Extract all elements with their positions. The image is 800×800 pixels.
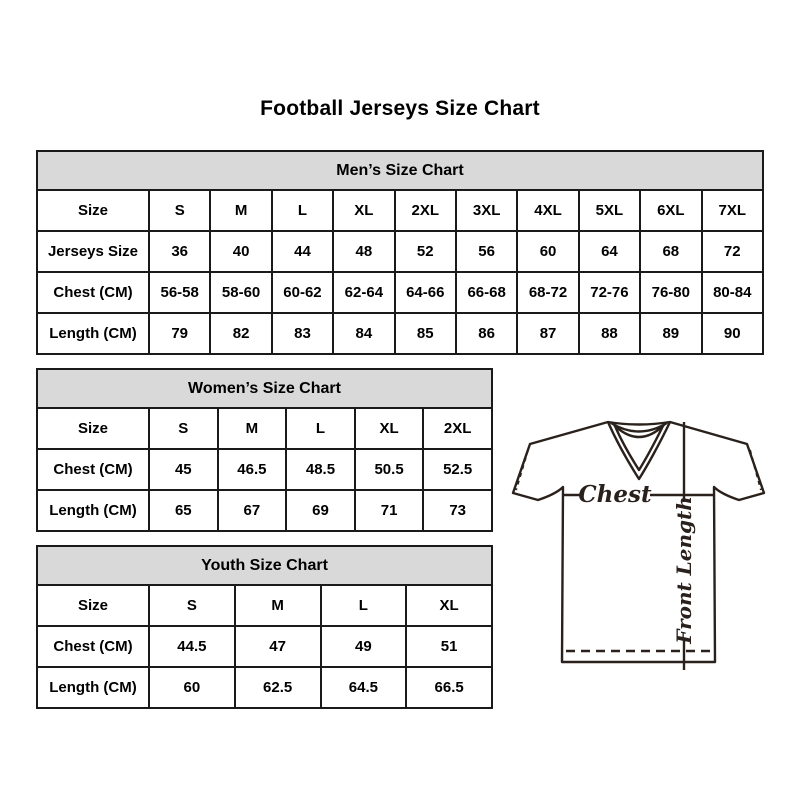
value-cell: 40 bbox=[210, 231, 271, 272]
value-cell: 52 bbox=[395, 231, 456, 272]
value-cell: 64 bbox=[579, 231, 640, 272]
value-cell: M bbox=[218, 408, 287, 449]
womens-size-table bbox=[36, 368, 493, 532]
table-row bbox=[37, 667, 492, 708]
womens-table-title: Women’s Size Chart bbox=[37, 369, 492, 408]
table-row bbox=[37, 626, 492, 667]
value-cell: 4XL bbox=[517, 190, 578, 231]
value-cell: 5XL bbox=[579, 190, 640, 231]
jersey-diagram bbox=[500, 400, 780, 680]
value-cell: 3XL bbox=[456, 190, 517, 231]
value-cell: 72 bbox=[702, 231, 763, 272]
table-body bbox=[37, 585, 492, 708]
row-header-cell: Size bbox=[37, 408, 149, 449]
jersey-outline bbox=[513, 422, 764, 662]
value-cell: 47 bbox=[235, 626, 321, 667]
value-cell: L bbox=[272, 190, 333, 231]
value-cell: 72-76 bbox=[579, 272, 640, 313]
value-cell: 7XL bbox=[702, 190, 763, 231]
value-cell: 48 bbox=[333, 231, 394, 272]
value-cell: 65 bbox=[149, 490, 218, 531]
row-header-cell: Chest (CM) bbox=[37, 272, 149, 313]
value-cell: 62.5 bbox=[235, 667, 321, 708]
youth-table-title: Youth Size Chart bbox=[37, 546, 492, 585]
value-cell: XL bbox=[333, 190, 394, 231]
value-cell: 56 bbox=[456, 231, 517, 272]
value-cell: 69 bbox=[286, 490, 355, 531]
value-cell: 50.5 bbox=[355, 449, 424, 490]
row-header-cell: Chest (CM) bbox=[37, 449, 149, 490]
page-title: Football Jerseys Size Chart bbox=[260, 97, 540, 120]
value-cell: 71 bbox=[355, 490, 424, 531]
row-header-cell: Chest (CM) bbox=[37, 626, 149, 667]
table-row bbox=[37, 490, 492, 531]
table-row bbox=[37, 190, 763, 231]
value-cell: 2XL bbox=[395, 190, 456, 231]
value-cell: S bbox=[149, 408, 218, 449]
value-cell: 49 bbox=[321, 626, 407, 667]
value-cell: 80-84 bbox=[702, 272, 763, 313]
table-body bbox=[37, 190, 763, 354]
row-header-cell: Size bbox=[37, 190, 149, 231]
value-cell: 68 bbox=[640, 231, 701, 272]
table-body bbox=[37, 408, 492, 531]
value-cell: 60-62 bbox=[272, 272, 333, 313]
value-cell: 84 bbox=[333, 313, 394, 354]
value-cell: 56-58 bbox=[149, 272, 210, 313]
value-cell: M bbox=[210, 190, 271, 231]
row-header-cell: Size bbox=[37, 585, 149, 626]
value-cell: 68-72 bbox=[517, 272, 578, 313]
value-cell: 60 bbox=[149, 667, 235, 708]
value-cell: 46.5 bbox=[218, 449, 287, 490]
table-title-row bbox=[37, 546, 492, 585]
value-cell: 58-60 bbox=[210, 272, 271, 313]
value-cell: 62-64 bbox=[333, 272, 394, 313]
value-cell: M bbox=[235, 585, 321, 626]
table-title-row bbox=[37, 151, 763, 190]
table-row bbox=[37, 231, 763, 272]
value-cell: 79 bbox=[149, 313, 210, 354]
value-cell: 44.5 bbox=[149, 626, 235, 667]
value-cell: 82 bbox=[210, 313, 271, 354]
value-cell: 86 bbox=[456, 313, 517, 354]
value-cell: 64.5 bbox=[321, 667, 407, 708]
row-header-cell: Length (CM) bbox=[37, 490, 149, 531]
value-cell: 2XL bbox=[423, 408, 492, 449]
value-cell: L bbox=[286, 408, 355, 449]
value-cell: 83 bbox=[272, 313, 333, 354]
value-cell: 51 bbox=[406, 626, 492, 667]
value-cell: 66.5 bbox=[406, 667, 492, 708]
table-row bbox=[37, 449, 492, 490]
value-cell: 6XL bbox=[640, 190, 701, 231]
value-cell: 90 bbox=[702, 313, 763, 354]
value-cell: S bbox=[149, 585, 235, 626]
value-cell: 88 bbox=[579, 313, 640, 354]
mens-table-title: Men’s Size Chart bbox=[37, 151, 763, 190]
row-header-cell: Length (CM) bbox=[37, 667, 149, 708]
table-row bbox=[37, 272, 763, 313]
youth-size-table bbox=[36, 545, 493, 709]
row-header-cell: Length (CM) bbox=[37, 313, 149, 354]
value-cell: 89 bbox=[640, 313, 701, 354]
mens-size-table bbox=[36, 150, 764, 355]
value-cell: 67 bbox=[218, 490, 287, 531]
table-row bbox=[37, 585, 492, 626]
value-cell: 73 bbox=[423, 490, 492, 531]
value-cell: 48.5 bbox=[286, 449, 355, 490]
value-cell: 45 bbox=[149, 449, 218, 490]
value-cell: 85 bbox=[395, 313, 456, 354]
value-cell: 44 bbox=[272, 231, 333, 272]
row-header-cell: Jerseys Size bbox=[37, 231, 149, 272]
value-cell: 64-66 bbox=[395, 272, 456, 313]
value-cell: 52.5 bbox=[423, 449, 492, 490]
table-row bbox=[37, 313, 763, 354]
value-cell: S bbox=[149, 190, 210, 231]
value-cell: XL bbox=[355, 408, 424, 449]
table-row bbox=[37, 408, 492, 449]
value-cell: 87 bbox=[517, 313, 578, 354]
value-cell: 60 bbox=[517, 231, 578, 272]
value-cell: L bbox=[321, 585, 407, 626]
chest-label: Chest bbox=[578, 481, 652, 508]
table-title-row bbox=[37, 369, 492, 408]
value-cell: 66-68 bbox=[456, 272, 517, 313]
value-cell: 36 bbox=[149, 231, 210, 272]
value-cell: 76-80 bbox=[640, 272, 701, 313]
front-length-label: Front Length bbox=[672, 496, 696, 644]
value-cell: XL bbox=[406, 585, 492, 626]
